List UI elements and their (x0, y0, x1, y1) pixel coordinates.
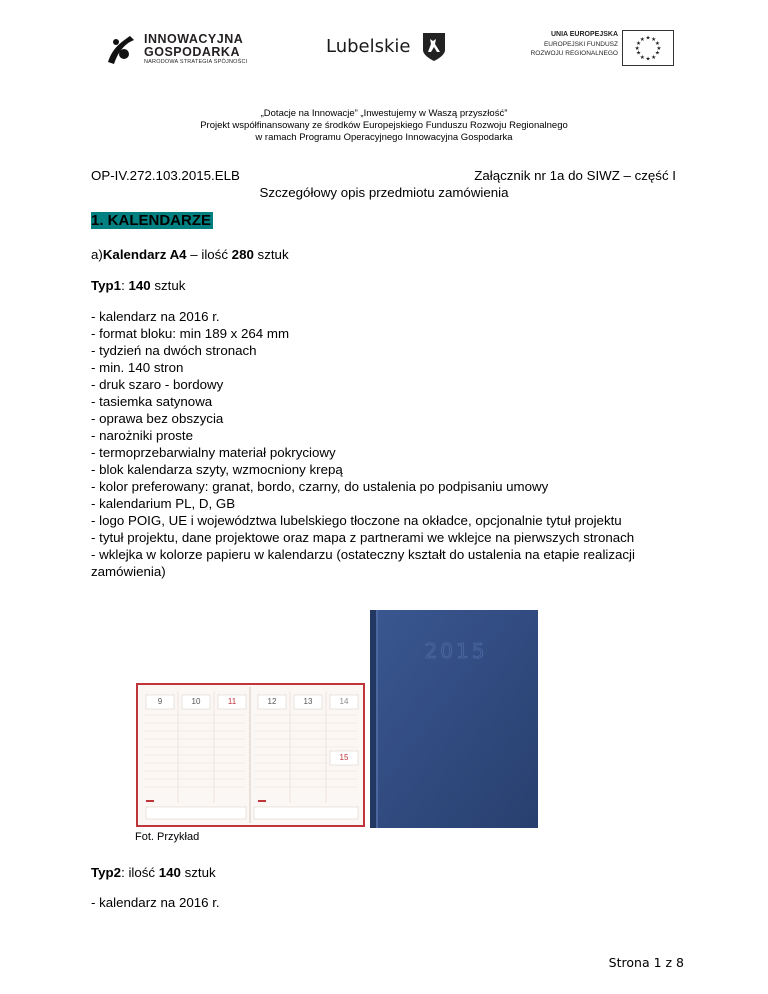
spec-item: - tytuł projektu, dane projektowe oraz mapa z partnerami we wklejce na pierwszych stronach (91, 530, 635, 545)
section-heading: 1. KALENDARZE (91, 212, 212, 229)
eu-logo-line3: ROZWOJU REGIONALNEGO (530, 50, 618, 57)
spec-item: - termoprzebarwialny materiał pokryciowy (91, 445, 336, 460)
planner-day-13: 13 (303, 697, 313, 706)
svg-text:★: ★ (654, 50, 660, 57)
svg-text:★: ★ (636, 41, 642, 48)
attachment-label: Załącznik nr 1a do SIWZ – część I (474, 168, 676, 183)
spec-item: zamówienia) (91, 564, 166, 579)
svg-text:★: ★ (651, 36, 657, 43)
project-header-line2: Projekt współfinansowany ze środków Europejskiego Funduszu Rozwoju Regionalnego (200, 120, 568, 131)
typ2-unit: sztuk (180, 865, 216, 880)
ig-logo-line3: NARODOWA STRATEGIA SPÓJNOŚCI (144, 59, 248, 65)
spec-item: - tydzień na dwóch stronach (91, 343, 257, 358)
photo-caption: Fot. Przykład (135, 831, 200, 843)
typ2-mid: : ilość (121, 865, 159, 880)
typ1-line (91, 277, 185, 294)
item-a-quantity: 280 (231, 247, 254, 262)
spec-item: - narożniki proste (91, 428, 193, 443)
lubelskie-logo-text: Lubelskie (326, 36, 411, 57)
spec-item: - min. 140 stron (91, 360, 184, 375)
eu-flag-icon (622, 30, 674, 66)
svg-text:★: ★ (651, 54, 657, 61)
planner-day-11: 11 (227, 697, 237, 706)
spec-item: - druk szaro - bordowy (91, 377, 224, 392)
svg-text:★: ★ (636, 50, 642, 57)
svg-text:★: ★ (654, 41, 660, 48)
typ2-label: Typ2 (91, 865, 122, 880)
spec-item: - format bloku: min 189 x 264 mm (91, 326, 290, 341)
svg-text:★: ★ (634, 45, 640, 52)
planner-photo (136, 683, 365, 827)
spec-item: - tasiemka satynowa (91, 394, 213, 409)
document-reference: OP-IV.272.103.2015.ELB (91, 168, 240, 183)
ig-logo-line1: INNOWACYJNA (144, 32, 244, 46)
cover-year-emboss: 2015 (424, 639, 488, 663)
spec-item: - kalendarium PL, D, GB (91, 496, 236, 511)
typ2-line (91, 864, 216, 881)
innowacyjna-gospodarka-emblem-icon (104, 32, 138, 66)
spec-item: - oprawa bez obszycia (91, 411, 224, 426)
svg-text:★: ★ (656, 45, 662, 52)
item-a-prefix: a) (91, 247, 103, 262)
typ2-quantity: 140 (158, 865, 181, 880)
typ1-spec-list (91, 308, 635, 580)
spec-item: - kolor preferowany: granat, bordo, czarny, do ustalenia po podpisaniu umowy (91, 479, 549, 494)
item-a-mid: – ilość (186, 247, 232, 262)
svg-text:★: ★ (639, 36, 645, 43)
calendar-cover-photo (370, 610, 538, 828)
typ2-spec-item: - kalendarz na 2016 r. (91, 895, 220, 910)
project-header-line3: w ramach Programu Operacyjnego Innowacyjna Gospodarka (255, 132, 513, 143)
typ1-label: Typ1 (91, 278, 122, 293)
planner-day-9: 9 (157, 697, 163, 706)
typ1-separator: : (121, 278, 129, 293)
lubelskie-logo (326, 32, 451, 64)
lubelskie-shield-icon (422, 32, 446, 62)
item-a-name: Kalendarz A4 (102, 247, 187, 262)
planner-day-12: 12 (267, 697, 277, 706)
innowacyjna-gospodarka-logo (104, 30, 264, 70)
spec-item: - blok kalendarza szyty, wzmocniony krepą (91, 462, 343, 477)
eu-logo (514, 30, 674, 70)
spec-item: - logo POIG, UE i województwa lubelskiego tłoczone na okładce, opcjonalnie tytuł projektu (91, 513, 622, 528)
typ1-unit: sztuk (150, 278, 186, 293)
svg-text:★: ★ (639, 54, 645, 61)
svg-text:★: ★ (645, 56, 651, 63)
spec-item: - kalendarz na 2016 r. (91, 309, 220, 324)
spec-item: - wklejka w kolorze papieru w kalendarzu (ostateczny kształt do ustalenia na etapie realizacji (91, 547, 635, 562)
typ1-quantity: 140 (128, 278, 151, 293)
ig-logo-line2: GOSPODARKA (144, 45, 240, 59)
eu-logo-line1: UNIA EUROPEJSKA (550, 31, 618, 38)
svg-text:★: ★ (645, 35, 651, 42)
planner-day-10: 10 (191, 697, 201, 706)
document-subtitle: Szczegółowy opis przedmiotu zamówienia (259, 185, 509, 200)
calendar-cover-image (370, 610, 538, 828)
item-a-line (91, 246, 289, 263)
planner-spread-image (138, 685, 363, 825)
eu-logo-line2: EUROPEJSKI FUNDUSZ (543, 41, 618, 48)
project-header-line1: „Dotacje na Innowacje” „Inwestujemy w Waszą przyszłość” (260, 108, 508, 119)
planner-day-15: 15 (339, 753, 349, 762)
item-a-unit: sztuk (253, 247, 289, 262)
planner-day-14: 14 (339, 697, 349, 706)
page-number: Strona 1 z 8 (608, 955, 684, 970)
